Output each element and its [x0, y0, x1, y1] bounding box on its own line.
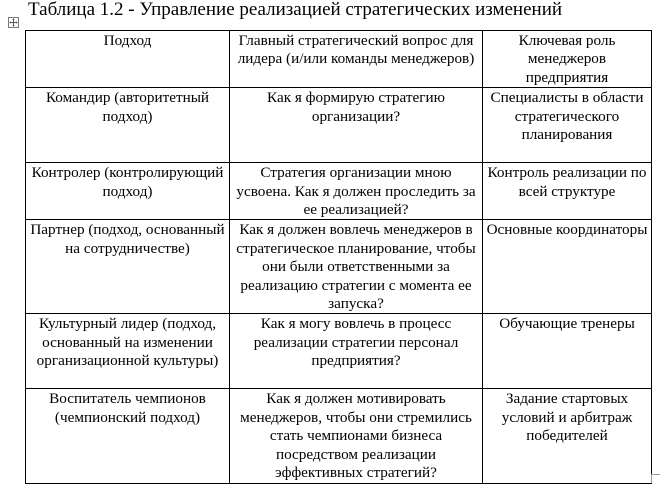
cell-question: Как я формирую стратегию организации?: [230, 88, 483, 163]
table-caption: Таблица 1.2 - Управление реализацией стратегических изменений: [28, 0, 563, 20]
cell-role: Основные координаторы: [483, 220, 652, 314]
cell-question: Как я могу вовлечь в процесс реализации стратегии персонал предприятия?: [230, 314, 483, 389]
table-row: [26, 314, 652, 389]
cell-question: Как я должен мотивировать менеджеров, чтобы они стремились стать чемпионами бизнеса посредством реализации эффективных стратегий?: [230, 389, 483, 483]
cell-role: Обучающие тренеры: [483, 314, 652, 389]
table-row: [26, 163, 652, 220]
table-resize-handle[interactable]: [651, 474, 660, 483]
table-row: [26, 88, 652, 163]
cell-approach: Командир (авторитетный подход): [26, 88, 230, 163]
cell-question: Как я должен вовлечь менеджеров в стратегическое планирование, чтобы они были ответственными за реализацию стратегии с момента ее запуска?: [230, 220, 483, 314]
cell-approach: Партнер (подход, основанный на сотрудничестве): [26, 220, 230, 314]
cell-approach: Воспитатель чемпионов (чемпионский подход): [26, 389, 230, 483]
header-question: Главный стратегический вопрос для лидера (и/или команды менеджеров): [230, 31, 483, 88]
table-row: [26, 389, 652, 483]
table-row: [26, 220, 652, 314]
table-header-row: [26, 31, 652, 88]
cell-approach: Культурный лидер (подход, основанный на изменении организационной культуры): [26, 314, 230, 389]
header-approach: Подход: [26, 31, 230, 88]
cell-question: Стратегия организации мною усвоена. Как я должен проследить за ее реализацией?: [230, 163, 483, 220]
header-role: Ключевая роль менеджеров предприятия: [483, 31, 652, 88]
cell-role: Контроль реализации по всей структуре: [483, 163, 652, 220]
cell-role: Специалисты в области стратегического планирования: [483, 88, 652, 163]
strategy-table: [25, 30, 652, 484]
cell-approach: Контролер (контролирующий подход): [26, 163, 230, 220]
table-move-handle-icon[interactable]: [8, 17, 19, 28]
cell-role: Задание стартовых условий и арбитраж победителей: [483, 389, 652, 483]
